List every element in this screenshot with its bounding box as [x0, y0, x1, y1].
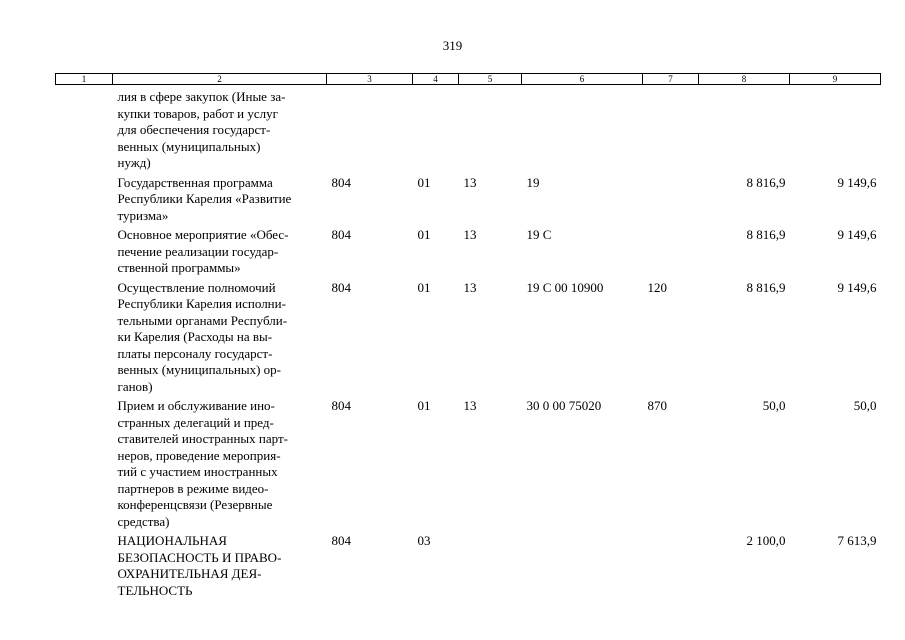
cell-subsection: [459, 533, 522, 602]
cell-subsection: 13: [463, 398, 477, 413]
column-header: 3: [327, 74, 413, 85]
table-row: [56, 533, 881, 602]
cell-section: [413, 89, 459, 175]
cell-amount-1: 2 100,0: [746, 533, 786, 548]
cell-expense-type: [643, 227, 699, 280]
cell-code: 804: [331, 533, 351, 548]
cell-target-item: 19 С: [526, 227, 552, 242]
column-header: 7: [643, 74, 699, 85]
cell-amount-1: 8 816,9: [746, 174, 786, 190]
row-name: Осуществление полномочий Республики Карелия исполни- тельными органами Республи- ки Карелия (Расходы на вы- платы персоналу государст- венных (муниципальных) ор- ганов): [117, 279, 288, 394]
cell-code: 804: [331, 174, 351, 190]
cell-code: 804: [331, 279, 351, 295]
table-row: [56, 227, 881, 280]
cell-section: 01: [417, 174, 431, 190]
row-name: Государственная программа Республики Карелия «Развитие туризма»: [117, 174, 292, 223]
cell-expense-type: [643, 89, 699, 175]
column-header: 4: [413, 74, 459, 85]
table-row: [56, 89, 881, 175]
cell-expense-type: [643, 175, 699, 228]
cell-section: 01: [417, 398, 431, 413]
cell-target-item: [522, 533, 643, 602]
row-name: Основное мероприятие «Обес- печение реализации государ- ственной программы»: [117, 227, 289, 275]
cell-target-item: 19: [526, 174, 540, 190]
cell-target-item: 30 0 00 75020: [526, 398, 602, 413]
cell-subsection: 13: [463, 279, 477, 295]
page-number: 319: [442, 38, 463, 53]
column-header: 9: [790, 74, 881, 85]
column-number-header: [56, 74, 881, 85]
cell-amount-2: 50,0: [853, 398, 877, 413]
column-header: 5: [459, 74, 522, 85]
cell-amount-1: 8 816,9: [746, 279, 786, 295]
row-name: Прием и обслуживание ино- странных делегаций и пред- ставителей иностранных парт- неров, проведение мероприя- тий с участием иностранных партнеров в режиме видео- конференцсвязи (Резервные средства): [117, 398, 288, 529]
cell-target-item: 19 С 00 10900: [526, 279, 604, 295]
cell-code: 804: [331, 398, 351, 413]
cell-amount-2: 9 149,6: [837, 279, 877, 295]
column-header: 1: [56, 74, 113, 85]
cell-code: 804: [331, 227, 351, 242]
cell-amount-1: [699, 89, 790, 175]
row-name: лия в сфере закупок (Иные за- купки товаров, работ и услуг для обеспечения государст- венных (муниципальных) нужд): [117, 89, 286, 170]
cell-amount-2: [790, 89, 881, 175]
cell-amount-1: 50,0: [762, 398, 786, 413]
cell-amount-1: 8 816,9: [746, 227, 786, 242]
cell-subsection: 13: [463, 227, 477, 242]
cell-amount-2: 9 149,6: [837, 174, 877, 190]
cell-section: 01: [417, 279, 431, 295]
column-header: 6: [522, 74, 643, 85]
cell-amount-2: 7 613,9: [837, 533, 877, 548]
cell-code: [327, 89, 413, 175]
cell-section: 03: [417, 533, 431, 548]
table-row: [56, 280, 881, 399]
column-header: 8: [699, 74, 790, 85]
cell-subsection: 13: [463, 174, 477, 190]
cell-subsection: [459, 89, 522, 175]
row-name: НАЦИОНАЛЬНАЯ БЕЗОПАСНОСТЬ И ПРАВО- ОХРАНИТЕЛЬНАЯ ДЕЯ- ТЕЛЬНОСТЬ: [117, 533, 282, 598]
cell-expense-type: 870: [647, 398, 667, 413]
budget-table: [55, 73, 881, 602]
cell-amount-2: 9 149,6: [837, 227, 877, 242]
table-row: [56, 398, 881, 533]
table-row: [56, 175, 881, 228]
cell-target-item: [522, 89, 643, 175]
cell-expense-type: 120: [647, 279, 667, 295]
column-header: 2: [113, 74, 327, 85]
cell-expense-type: [643, 533, 699, 602]
cell-section: 01: [417, 227, 431, 242]
